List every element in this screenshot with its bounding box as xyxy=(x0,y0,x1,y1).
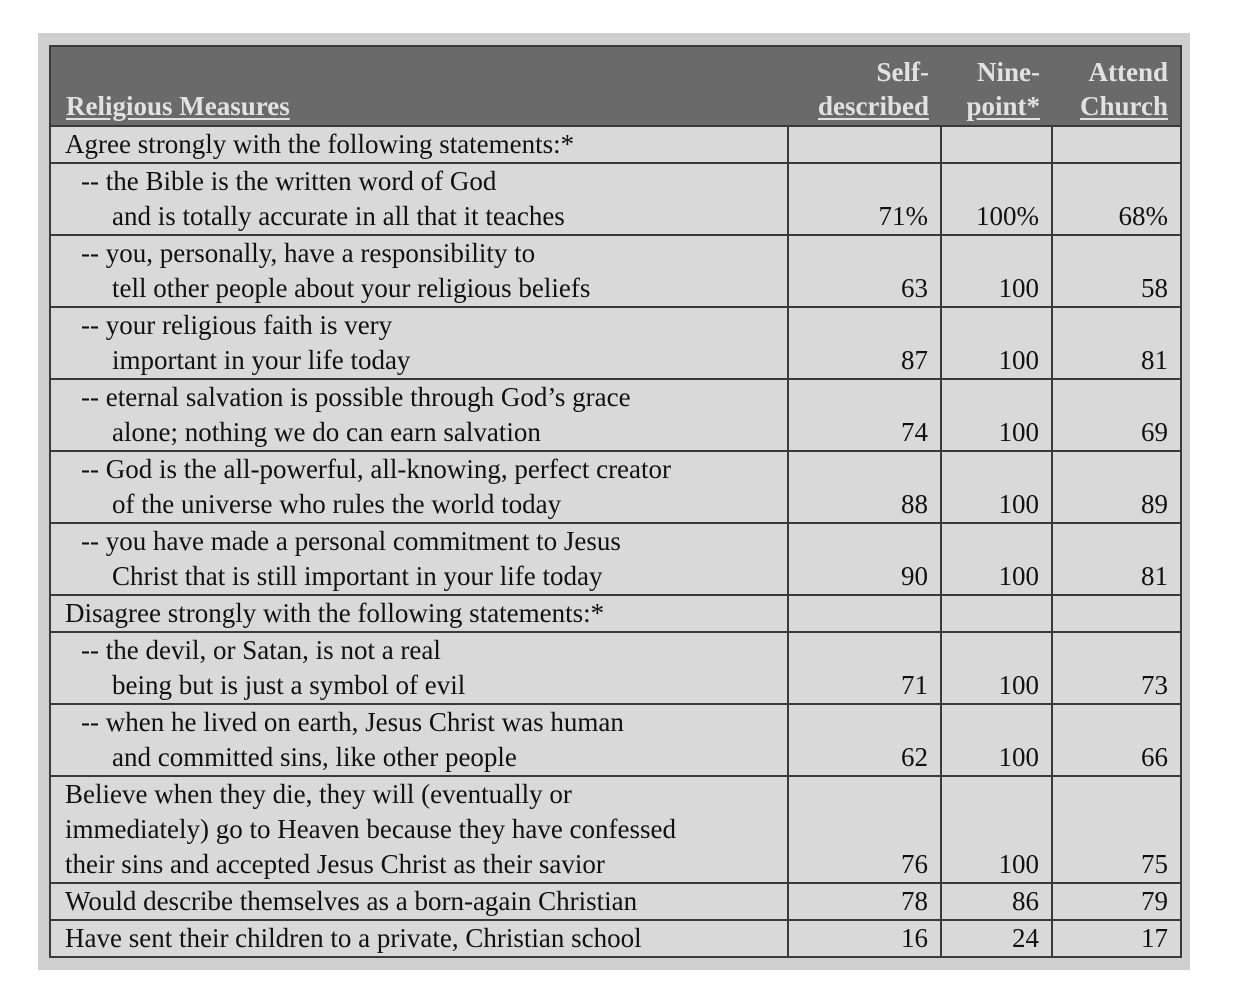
table-row xyxy=(50,379,1181,451)
table-row xyxy=(50,307,1181,379)
cell-nine-point: 100 xyxy=(941,632,1052,704)
table-row xyxy=(50,704,1181,776)
cell-self-described: 16 xyxy=(788,920,941,957)
row-label: -- the devil, or Satan, is not a real being but is just a symbol of evil xyxy=(50,632,788,704)
row-label: -- when he lived on earth, Jesus Christ was human and committed sins, like other people xyxy=(50,704,788,776)
table-row xyxy=(50,883,1181,920)
table-row xyxy=(50,776,1181,883)
row-label: -- God is the all-powerful, all-knowing, perfect creator of the universe who rules the world today xyxy=(50,451,788,523)
header-attend-church: Attend Church xyxy=(1052,46,1181,126)
cell-nine-point: 100 xyxy=(941,523,1052,595)
table-row xyxy=(50,632,1181,704)
section-row-agree xyxy=(50,126,1181,163)
cell-self-described: 62 xyxy=(788,704,941,776)
cell-nine-point: 100 xyxy=(941,379,1052,451)
cell-self-described: 78 xyxy=(788,883,941,920)
section-row-disagree xyxy=(50,595,1181,632)
row-label: Believe when they die, they will (eventually or immediately) go to Heaven because they have confessed their sins and accepted Jesus Christ as their savior xyxy=(50,776,788,883)
cell-attend-church xyxy=(1052,126,1181,163)
cell-attend-church: 75 xyxy=(1052,776,1181,883)
cell-self-described: 87 xyxy=(788,307,941,379)
table-row xyxy=(50,920,1181,957)
cell-nine-point: 24 xyxy=(941,920,1052,957)
cell-attend-church: 68% xyxy=(1052,163,1181,235)
row-label: -- your religious faith is very important in your life today xyxy=(50,307,788,379)
cell-self-described: 71 xyxy=(788,632,941,704)
row-label: Disagree strongly with the following statements:* xyxy=(50,595,788,632)
header-row xyxy=(50,46,1181,126)
cell-self-described: 76 xyxy=(788,776,941,883)
cell-nine-point xyxy=(941,595,1052,632)
table-row xyxy=(50,235,1181,307)
cell-self-described: 88 xyxy=(788,451,941,523)
cell-nine-point: 100 xyxy=(941,235,1052,307)
table-row xyxy=(50,523,1181,595)
row-label: Have sent their children to a private, Christian school xyxy=(50,920,788,957)
cell-nine-point: 100 xyxy=(941,451,1052,523)
row-label: Agree strongly with the following statements:* xyxy=(50,126,788,163)
cell-attend-church: 73 xyxy=(1052,632,1181,704)
cell-self-described: 63 xyxy=(788,235,941,307)
row-label: -- you, personally, have a responsibility to tell other people about your religious beliefs xyxy=(50,235,788,307)
cell-attend-church xyxy=(1052,595,1181,632)
row-label: Would describe themselves as a born-again Christian xyxy=(50,883,788,920)
cell-self-described: 74 xyxy=(788,379,941,451)
cell-nine-point: 86 xyxy=(941,883,1052,920)
header-self-described: Self- described xyxy=(788,46,941,126)
cell-attend-church: 89 xyxy=(1052,451,1181,523)
cell-attend-church: 81 xyxy=(1052,523,1181,595)
header-religious-measures: Religious Measures xyxy=(50,46,788,126)
table-row xyxy=(50,163,1181,235)
table-row xyxy=(50,451,1181,523)
cell-nine-point xyxy=(941,126,1052,163)
cell-self-described: 90 xyxy=(788,523,941,595)
cell-nine-point: 100 xyxy=(941,704,1052,776)
cell-self-described xyxy=(788,126,941,163)
row-label: -- the Bible is the written word of God and is totally accurate in all that it teaches xyxy=(50,163,788,235)
cell-self-described: 71% xyxy=(788,163,941,235)
cell-nine-point: 100 xyxy=(941,776,1052,883)
cell-nine-point: 100 xyxy=(941,307,1052,379)
row-label: -- you have made a personal commitment to Jesus Christ that is still important in your life today xyxy=(50,523,788,595)
cell-self-described xyxy=(788,595,941,632)
cell-attend-church: 79 xyxy=(1052,883,1181,920)
religious-measures-table xyxy=(49,45,1182,958)
cell-nine-point: 100% xyxy=(941,163,1052,235)
header-nine-point: Nine- point* xyxy=(941,46,1052,126)
cell-attend-church: 69 xyxy=(1052,379,1181,451)
row-label: -- eternal salvation is possible through God’s grace alone; nothing we do can earn salvation xyxy=(50,379,788,451)
cell-attend-church: 81 xyxy=(1052,307,1181,379)
cell-attend-church: 58 xyxy=(1052,235,1181,307)
cell-attend-church: 17 xyxy=(1052,920,1181,957)
cell-attend-church: 66 xyxy=(1052,704,1181,776)
